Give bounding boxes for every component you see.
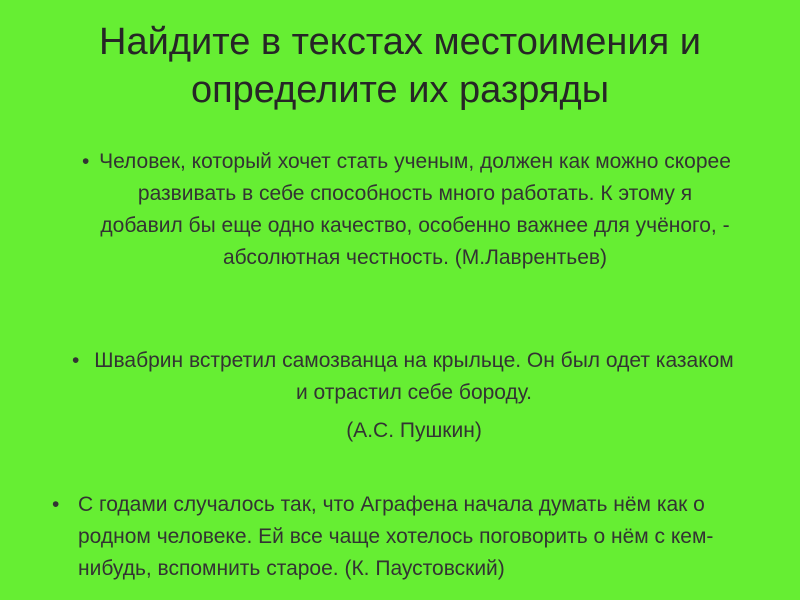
bullet: • [72, 349, 80, 372]
list-item [82, 146, 732, 274]
list-item-text [72, 345, 742, 447]
bullet: • [52, 493, 60, 516]
slide-title: Найдите в текстах местоимения и определите их разряды [99, 21, 701, 111]
list-item [72, 345, 742, 447]
list-item-quote: Швабрин встретил самозванца на крыльце. Он был одет казаком и отрастил себе бороду. [94, 349, 734, 404]
list-item-text: Человек, который хочет стать ученым, должен как можно скорее развивать в себе способность много работать. К этому я добавил бы еще одно качество, особенно важнее для учёного, - абсолютная честность. (М.Лаврентьев) [99, 150, 731, 269]
list-item [52, 489, 752, 585]
list-item-source: (А.С. Пушкин) [346, 419, 482, 442]
bullet: • [82, 150, 90, 173]
list-item-text: С годами случалось так, что Аграфена начала думать нём как о родном человеке. Ей все чаще хотелось поговорить о нём с кем-нибудь, вспомнить старое. (К. Паустовский) [78, 493, 714, 580]
